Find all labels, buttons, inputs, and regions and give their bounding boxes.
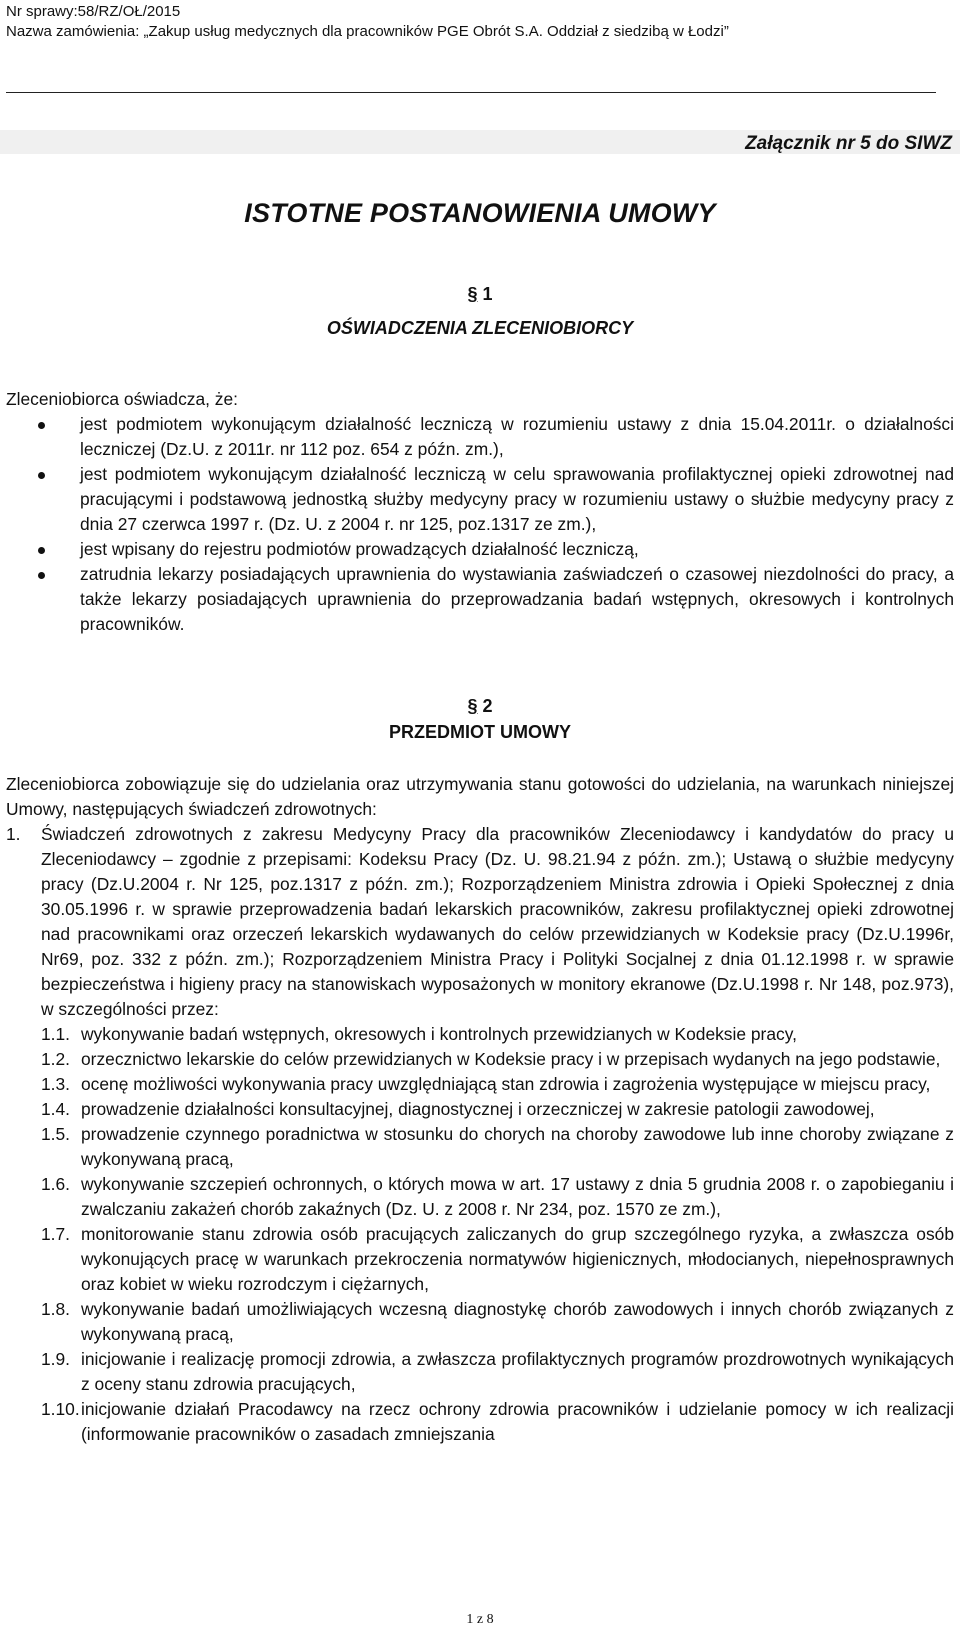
item-number: 1. bbox=[6, 824, 21, 844]
sub-item: 1.2. orzecznictwo lekarskie do celów przewidzianych w Kodeksie pracy i w przepisach wydanych na jego podstawie, bbox=[41, 1049, 941, 1069]
bullet-dot bbox=[38, 472, 45, 479]
attachment-label: Załącznik nr 5 do SIWZ bbox=[745, 133, 952, 154]
document-header bbox=[6, 2, 729, 42]
section-2-digit: 2 bbox=[482, 696, 493, 716]
bullet-item: jest podmiotem wykonującym działalność leczniczą w celu sprawowania profilaktycznej opieki zdrowotnej nad pracującymi i podstawową jednostką służby medycyny pracy w rozumieniu ustawy o służbie medycyny pracy z dnia 27 czerwca 1997 r. (Dz. U. z 2004 r. nr 125, poz.1317 ze zm.), bbox=[6, 462, 954, 537]
bullet-item: jest wpisany do rejestru podmiotów prowadzących działalność leczniczą, bbox=[6, 537, 954, 562]
sub-item: 1.4. prowadzenie działalności konsultacyjnej, diagnostycznej i orzeczniczej w zakresie patologii zawodowej, bbox=[41, 1099, 875, 1119]
bullet-item: zatrudnia lekarzy posiadających uprawnienia do wystawiania zaświadczeń o czasowej niezdolności do pracy, a także lekarzy posiadających uprawnienia do przeprowadzania badań wstępnych, okresowych i kontrolnych pracowników. bbox=[6, 562, 954, 637]
sub-item: 1.9. inicjowanie i realizację promocji zdrowia, a zwłaszcza profilaktycznych programów prozdrowotnych wynikających z oceny stanu zdrowia pracujących, bbox=[41, 1349, 954, 1394]
sub-item: 1.10. inicjowanie działań Pracodawcy na rzecz ochrony zdrowia pracowników i udzielanie pomocy w ich realizacji (informowanie pracowników o zasadach zmniejszania bbox=[41, 1399, 954, 1444]
section-1-digit: 1 bbox=[482, 284, 493, 304]
bullet-dot bbox=[38, 547, 45, 554]
sub-item: 1.5. prowadzenie czynnego poradnictwa w stosunku do chorych na choroby zawodowe lub inne choroby związane z wykonywaną pracą, bbox=[41, 1124, 954, 1169]
header-divider bbox=[6, 92, 936, 93]
section-1-number bbox=[0, 284, 960, 305]
document-title: ISTOTNE POSTANOWIENIA UMOWY bbox=[244, 198, 716, 228]
section-1-heading: OŚWIADCZENIA ZLECENIOBIORCY bbox=[326, 318, 634, 338]
sub-item: 1.7. monitorowanie stanu zdrowia osób pracujących zaliczanych do grup szczególnego ryzyka, a zwłaszcza osób wykonujących pracę w warunkach przekroczenia normatywów higienicznych, młodocianych, niepełnosprawnych oraz kobiet w wieku rozrodczym i ciężarnych, bbox=[41, 1224, 954, 1294]
sub-list bbox=[6, 1022, 954, 1447]
sub-item: 1.3. ocenę możliwości wykonywania pracy uwzględniającą stan zdrowia i zagrożenia występujące w miejscu pracy, bbox=[41, 1074, 931, 1094]
section-2-heading: PRZEDMIOT UMOWY bbox=[389, 722, 571, 742]
section-2-intro: Zleceniobiorca zobowiązuje się do udzielania oraz utrzymywania stanu gotowości do udzielania, na warunkach niniejszej Umowy, następujących świadczeń zdrowotnych: bbox=[6, 774, 954, 819]
section-symbol: § bbox=[467, 284, 478, 304]
bullet-dot bbox=[38, 422, 45, 429]
section-symbol: § bbox=[467, 696, 478, 716]
section-1-bullets bbox=[6, 412, 954, 637]
case-number: Nr sprawy:58/RZ/OŁ/2015 bbox=[6, 3, 181, 20]
section-2-number bbox=[0, 696, 960, 717]
sub-item: 1.1. wykonywanie badań wstępnych, okresowych i kontrolnych przewidzianych w Kodeksie pracy, bbox=[41, 1024, 797, 1044]
bullet-dot bbox=[38, 572, 45, 579]
sub-item: 1.6. wykonywanie szczepień ochronnych, o których mowa w art. 17 ustawy z dnia 5 grudnia 2008 r. o zapobieganiu i zwalczaniu zakażeń chorób zakaźnych (Dz. U. z 2008 r. Nr 234, poz. 1570 ze zm.), bbox=[41, 1174, 954, 1219]
item-text: Świadczeń zdrowotnych z zakresu Medycyny Pracy dla pracowników Zleceniodawcy i kandydatów do pracy u Zleceniodawcy – zgodnie z przepisami: Kodeksu Pracy (Dz. U. 98.21.94 z późn. zm.); Ustawą o służbie medycyny pracy (Dz.U.2004 r. Nr 125, poz.1317 z późn. zm.); Rozporządzeniem Ministra zdrowia i Opieki Społecznej z dnia 30.05.1996 r. w sprawie przeprowadzenia badań lekarskich pracowników, zakresu profilaktycznej opieki zdrowotnej nad pracownikami oraz orzeczeń lekarskich wydawanych do celów przewidzianych w Kodeksie pracy (Dz.U.1996r, Nr69, poz. 332 z późn. zm.); Rozporządzeniem Ministra Pracy i Polityki Socjalnej z dnia 01.12.1998 r. w sprawie bezpieczeństwa i higieny pracy na stanowiskach wyposażonych w monitory ekranowe (Dz.U.1998 r. Nr 148, poz.973), w szczególności przez: bbox=[41, 824, 954, 1019]
bullet-item: jest podmiotem wykonującym działalność leczniczą w rozumieniu ustawy z dnia 15.04.2011r. o działalności leczniczej (Dz.U. z 2011r. nr 112 poz. 654 z późn. zm.), bbox=[6, 412, 954, 462]
section-1-intro: Zleceniobiorca oświadcza, że: bbox=[6, 389, 238, 409]
section-2-list bbox=[6, 822, 954, 1447]
page-number: 1 z 8 bbox=[466, 1612, 494, 1627]
numbered-item bbox=[6, 822, 954, 1022]
sub-item: 1.8. wykonywanie badań umożliwiających wczesną diagnostykę chorób zawodowych i innych chorób związanych z wykonywaną pracą, bbox=[41, 1299, 954, 1344]
order-name: Nazwa zamówienia: „Zakup usług medycznych dla pracowników PGE Obrót S.A. Oddział z siedzibą w Łodzi” bbox=[6, 23, 729, 40]
